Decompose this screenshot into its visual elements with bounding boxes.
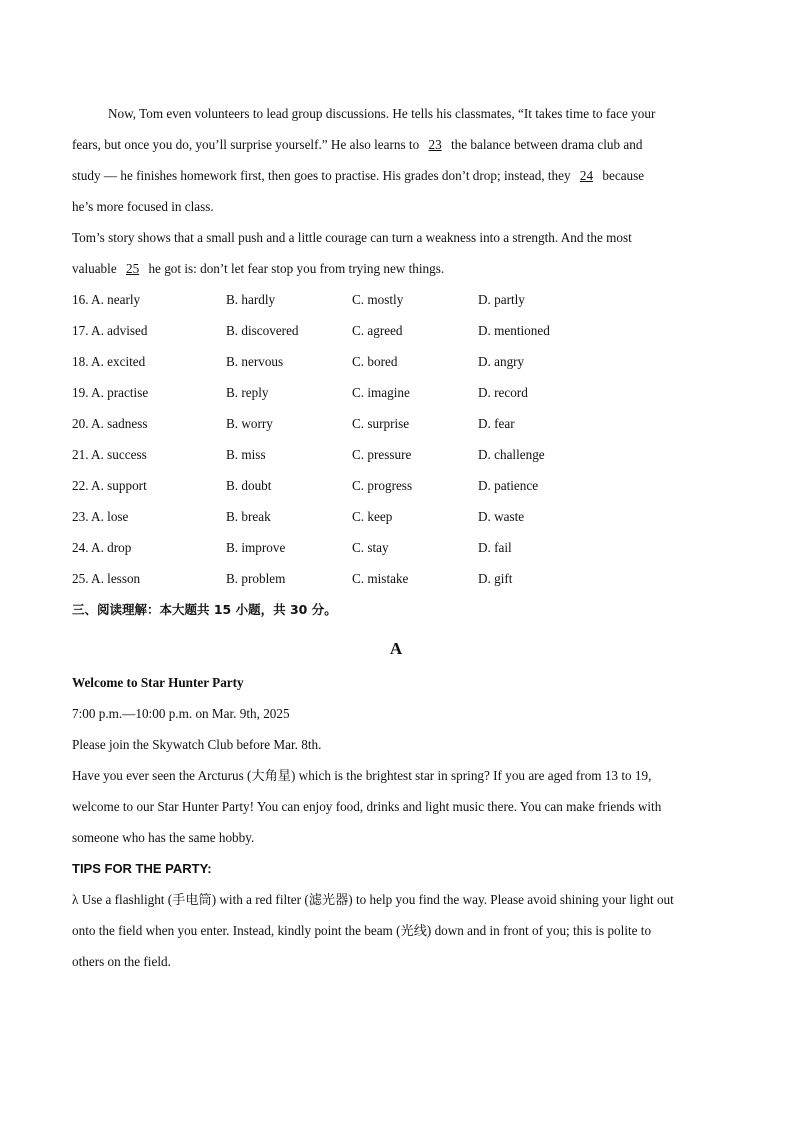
- blank-23: 23: [428, 137, 442, 152]
- passage-line-6: valuable 25 he got is: don’t let fear stop you from trying new things.: [72, 253, 720, 284]
- option-row: 19. A. practise B. reply C. imagine D. record: [72, 385, 528, 400]
- tip-line: others on the field.: [72, 954, 171, 969]
- option-row: 17. A. advised B. discovered C. agreed D. mentioned: [72, 323, 550, 338]
- option-row: 22. A. support B. doubt C. progress D. patience: [72, 478, 539, 493]
- option-row: 16. A. nearly B. hardly C. mostly D. partly: [72, 292, 525, 307]
- option-row: 24. A. drop B. improve C. stay D. fail: [72, 540, 512, 555]
- option-row: 23. A. lose B. break C. keep D. waste: [72, 509, 525, 524]
- exam-page: [72, 98, 720, 977]
- ad-title: Welcome to Star Hunter Party: [72, 675, 244, 690]
- option-row: 18. A. excited B. nervous C. bored D. angry: [72, 354, 525, 369]
- ad-body-line: welcome to our Star Hunter Party! You can enjoy food, drinks and light music there. You can make friends with: [72, 799, 662, 814]
- part-label: A: [389, 639, 403, 658]
- option-row: 25. A. lesson B. problem C. mistake D. gift: [72, 571, 513, 586]
- section-heading: 三、阅读理解：本大题共 15 小题，共 30 分。: [72, 602, 337, 617]
- passage-line-4: he’s more focused in class.: [72, 199, 214, 214]
- tip-line: onto the field when you enter. Instead, kindly point the beam (光线) down and in front of you; this is polite to: [72, 923, 652, 938]
- option-row: 20. A. sadness B. worry C. surprise D. fear: [72, 416, 515, 431]
- blank-24: 24: [579, 168, 594, 183]
- passage-line-3: study — he finishes homework first, then goes to practise. His grades don’t drop; instead, they 24 because: [72, 160, 720, 191]
- tip-line: λ Use a flashlight (手电筒) with a red filter (滤光器) to help you find the way. Please avoid shining your light out: [72, 892, 674, 907]
- blank-25: 25: [125, 261, 140, 276]
- ad-body-line: Have you ever seen the Arcturus (大角星) which is the brightest star in spring? If you are aged from 13 to 19,: [72, 768, 652, 783]
- passage-line-2: fears, but once you do, you’ll surprise yourself.” He also learns to 23 the balance between drama club and: [72, 129, 720, 160]
- options-list: [72, 284, 720, 594]
- tips-heading: TIPS FOR THE PARTY:: [72, 861, 212, 876]
- option-row: 21. A. success B. miss C. pressure D. challenge: [72, 447, 545, 462]
- ad-time: 7:00 p.m.—10:00 p.m. on Mar. 9th, 2025: [72, 706, 290, 721]
- ad-join: Please join the Skywatch Club before Mar. 8th.: [72, 737, 322, 752]
- passage-line-1: Now, Tom even volunteers to lead group discussions. He tells his classmates, “It takes time to face your: [108, 106, 656, 121]
- ad-body-line: someone who has the same hobby.: [72, 830, 255, 845]
- passage-line-5: Tom’s story shows that a small push and a little courage can turn a weakness into a strength. And the most: [72, 230, 632, 245]
